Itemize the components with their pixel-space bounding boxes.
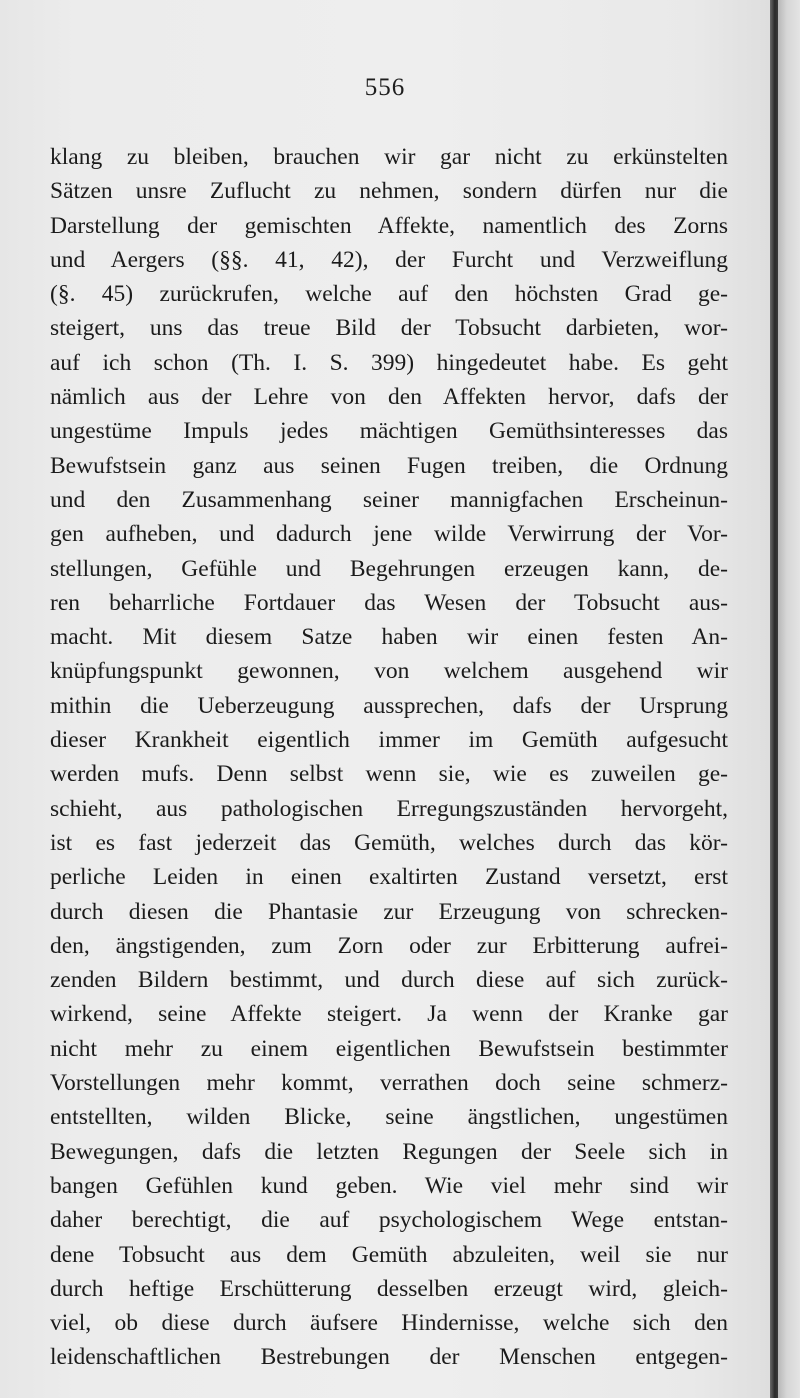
text-line: zenden Bildern bestimmt, und durch diese auf sich zurück-	[50, 967, 728, 994]
text-line: gen aufheben, und dadurch jene wilde Verwirrung der Vor-	[50, 521, 728, 548]
text-line: auf ich schon (Th. I. S. 399) hingedeutet habe. Es geht	[50, 349, 728, 376]
text-line: und Aergers (§§. 41, 42), der Furcht und Verzweiflung	[50, 246, 728, 273]
text-line: wirkend, seine Affekte steigert. Ja wenn der Kranke gar	[50, 1001, 728, 1028]
text-line: durch diesen die Phantasie zur Erzeugung von schrecken-	[50, 898, 728, 925]
text-line: stellungen, Gefühle und Begehrungen erzeugen kann, de-	[50, 555, 728, 582]
text-line: schieht, aus pathologischen Erregungszuständen hervorgeht,	[50, 795, 728, 822]
text-line: (§. 45) zurückrufen, welche auf den höchsten Grad ge-	[50, 281, 728, 308]
text-line: Sätzen unsre Zuflucht zu nehmen, sondern dürfen nur die	[50, 178, 728, 205]
page-number: 556	[364, 74, 406, 101]
text-line: nicht mehr zu einem eigentlichen Bewufstsein bestimmter	[50, 1035, 728, 1062]
text-line: daher berechtigt, die auf psychologischem Wege entstan-	[50, 1207, 728, 1234]
text-line: macht. Mit diesem Satze haben wir einen festen An-	[50, 624, 728, 651]
text-line: Vorstellungen mehr kommt, verrathen doch seine schmerz-	[50, 1070, 728, 1097]
text-line: klang zu bleiben, brauchen wir gar nicht zu erkünstelten	[50, 144, 728, 170]
page-edge-shadow	[770, 0, 778, 1398]
text-line: ist es fast jederzeit das Gemüth, welches durch das kör-	[50, 829, 728, 856]
page-edge	[778, 0, 800, 1398]
text-line: werden mufs. Denn selbst wenn sie, wie es zuweilen ge-	[50, 761, 728, 788]
text-line: durch heftige Erschütterung desselben erzeugt wird, gleich-	[50, 1275, 728, 1302]
text-line: entstellten, wilden Blicke, seine ängstlichen, ungestümen	[50, 1104, 728, 1131]
text-line: den, ängstigenden, zum Zorn oder zur Erbitterung aufrei-	[50, 932, 728, 959]
text-line: ren beharrliche Fortdauer das Wesen der Tobsucht aus-	[50, 589, 728, 616]
text-line: viel, ob diese durch äufsere Hindernisse, welche sich den	[50, 1310, 728, 1337]
text-line: Bewegungen, dafs die letzten Regungen der Seele sich in	[50, 1138, 728, 1165]
text-line: perliche Leiden in einen exaltirten Zustand versetzt, erst	[50, 864, 728, 891]
text-line: steigert, uns das treue Bild der Tobsucht darbieten, wor-	[50, 315, 728, 342]
text-line: dene Tobsucht aus dem Gemüth abzuleiten, weil sie nur	[50, 1241, 728, 1268]
text-line: ungestüme Impuls jedes mächtigen Gemüthsinteresses das	[50, 418, 728, 445]
text-line: leidenschaftlichen Bestrebungen der Menschen entgegen-	[50, 1344, 728, 1371]
text-line: und den Zusammenhang seiner mannigfachen Erscheinun-	[50, 486, 728, 513]
text-line: mithin die Ueberzeugung aussprechen, dafs der Ursprung	[50, 692, 728, 719]
text-line: bangen Gefühlen kund geben. Wie viel mehr sind wir	[50, 1172, 728, 1199]
text-line: knüpfungspunkt gewonnen, von welchem ausgehend wir	[50, 658, 728, 685]
text-line: nämlich aus der Lehre von den Affekten hervor, dafs der	[50, 384, 728, 411]
text-line: Bewufstsein ganz aus seinen Fugen treiben, die Ordnung	[50, 452, 728, 479]
text-line: Darstellung der gemischten Affekte, namentlich des Zorns	[50, 212, 728, 239]
text-line: dieser Krankheit eigentlich immer im Gemüth aufgesucht	[50, 727, 728, 754]
body-text	[50, 140, 728, 1375]
